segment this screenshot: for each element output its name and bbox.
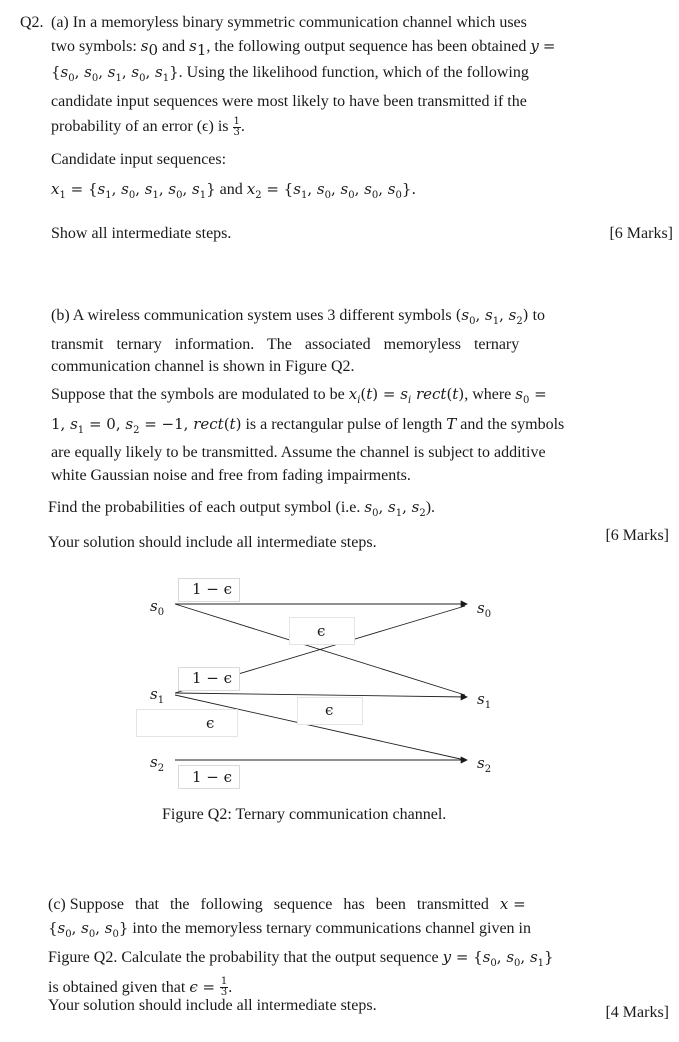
part-a-line-3: {$s_0$, $s_0$, $s_1$, $s_0$, $s_1$}. Using the likelihood function, which of the following (51, 63, 529, 85)
candidates-title: Candidate input sequences: (51, 151, 227, 168)
part-b-paragraph-1: (b) A wireless communication system uses 3 different symbols ($s_0$, $s_1$, $s_2$) to transmit ternary information. The associated memoryless ternary communication channel is shown in Figure Q2. (51, 306, 546, 375)
prob-label-bottom: 1 − ϵ (192, 768, 233, 786)
question-number: Q2. (20, 14, 44, 31)
fraction-one-third: $\frac{1}{3}$ (233, 116, 240, 139)
part-a-line-1: (a) In a memoryless binary symmetric communication channel which uses (51, 14, 527, 31)
prob-label-top: 1 − ϵ (192, 580, 233, 598)
ternary-channel-diagram (0, 570, 679, 800)
part-a-instruction: Show all intermediate steps. (51, 225, 232, 242)
prob-label-eps-2: ϵ (325, 701, 334, 719)
fraction-one-third-c: $\frac{1}{3}$ (220, 976, 228, 999)
input-node-s0: $s_0$ (150, 597, 165, 618)
part-c-marks: [4 Marks] (605, 1004, 669, 1021)
part-b-find: Find the probabilities of each output symbol (i.e. $s_0$, $s_1$, $s_2$). (48, 498, 436, 519)
figure-q2 (0, 570, 679, 800)
part-b-paragraph-2: Suppose that the symbols are modulated to be $x_i(t) = s_i$ rect(t), where $s_0$ = 1, $s_1 = 0$, $s_2 = -1$, rect(t) is a rectangular pulse of length T and the symbols are equally likely to be transmitted. Assume the channel is subject to additive white Gaussian noise and free from fading impairments. (51, 385, 565, 484)
candidate-sequences: $x_1 = \{s_1$, $s_0$, $s_1$, $s_0$, $s_1$} and $x_2 = \{s_1$, $s_0$, $s_0$, $s_0$, $s_0$}. (51, 180, 417, 201)
prob-label-eps-3: ϵ (206, 714, 215, 732)
label-box-eps-3 (136, 709, 238, 737)
part-a-line-4: candidate input sequences were most likely to have been transmitted if the (51, 92, 527, 110)
input-node-s2: $s_2$ (150, 753, 165, 774)
part-a-marks: [6 Marks] (609, 225, 673, 242)
part-a-line-5: probability of an error (ϵ) is $\frac{1}{3}$ . (51, 116, 245, 139)
figure-caption: Figure Q2: Ternary communication channel. (162, 806, 447, 823)
prob-label-mid: 1 − ϵ (192, 669, 233, 687)
part-a-line-2: two symbols: $s_0$ and $s_1$, the following output sequence has been obtained y = (51, 36, 556, 59)
part-c-text: (c) Suppose that the following sequence has been transmitted x = {$s_0$, $s_0$, $s_0$} into the memoryless ternary communications channel given in Figure Q2. Calculate the probability that the output sequence $y = \{s_0$, $s_0$, $s_1$} is obtained given that ϵ = $\frac{1}{3}$ . (48, 895, 554, 999)
output-node-s0: $s_0$ (477, 599, 492, 620)
prob-label-eps-1: ϵ (317, 622, 326, 640)
part-a-text (51, 12, 591, 139)
part-b-marks: [6 Marks] (605, 527, 669, 544)
output-node-s1: $s_1$ (477, 690, 492, 711)
input-node-s1: $s_1$ (150, 685, 165, 706)
output-node-s2: $s_2$ (477, 754, 492, 775)
part-c-instruction: Your solution should include all intermediate steps. (48, 997, 377, 1014)
part-b-instruction: Your solution should include all intermediate steps. (48, 534, 377, 551)
